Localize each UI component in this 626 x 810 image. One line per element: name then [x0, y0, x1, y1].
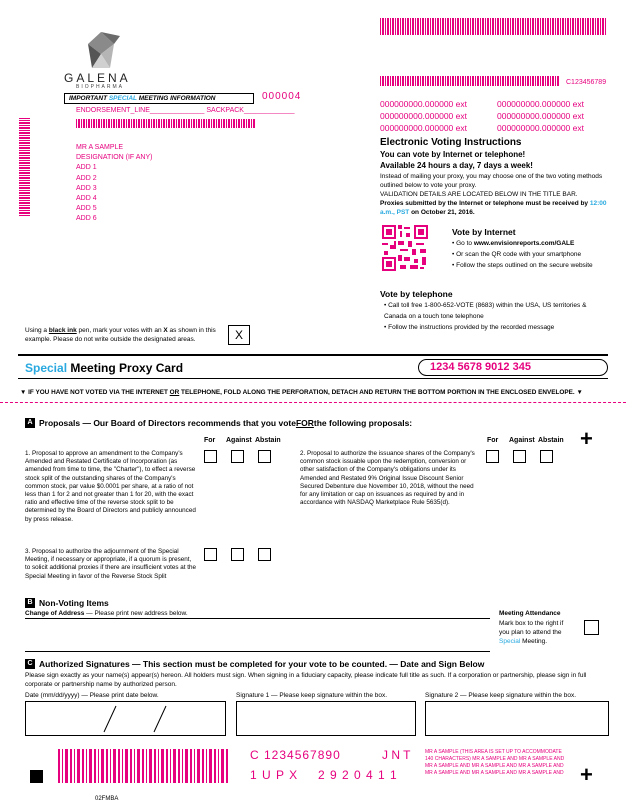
phone-item: • Call toll free 1-800-652-VOTE (8683) within the USA, US territories & Canada on a touch tone telephone [384, 302, 587, 320]
title-rule-top [18, 354, 608, 356]
mark-instruction: Using a black ink pen, mark your votes with an X as shown in this example. Please do not write outside the designated areas. [25, 327, 216, 343]
sample-mark-box: X [228, 325, 250, 345]
voting-title: Electronic Voting Instructions [380, 137, 522, 148]
date-field[interactable] [25, 701, 226, 736]
section-a-header: A Proposals — Our Board of Directors recommends that you vote FOR the following proposals: [25, 418, 412, 428]
phone-section [380, 288, 610, 333]
section-c-header: C Authorized Signatures — This section must be completed for your vote to be counted. — Date and Sign Below [25, 659, 484, 669]
address-line: ADD 5 [76, 205, 97, 213]
barcode-id: C123456789 [566, 79, 607, 86]
col-for: For [204, 437, 216, 444]
section-b-header: B Non-Voting Items [25, 598, 109, 608]
account-lines-left [380, 98, 467, 134]
address-line: MR A SAMPLE [76, 144, 124, 151]
account-line: 000000000.000000 ext [380, 111, 467, 121]
control-number: 000004 [262, 91, 302, 102]
proposal-1-against-checkbox[interactable] [231, 450, 244, 463]
voting-sub2: Available 24 hours a day, 7 days a week! [380, 161, 533, 170]
footer-code-2: J N T [382, 748, 411, 762]
date-label: Date (mm/dd/yyyy) — Please print date below. [25, 692, 159, 699]
phone-item: • Follow the instructions provided by the recorded message [384, 324, 555, 331]
proposal-3: 3. Proposal to authorize the adjournment of the Special Meeting, if necessary or appropriate, if a quorum is present, to solicit additional proxies if there are insufficient votes at the Special Meeting in favor of the Reverse Stock Split [25, 548, 197, 580]
voting-instructions [380, 136, 608, 217]
proposal-2-abstain-checkbox[interactable] [540, 450, 553, 463]
address-line: ADD 2 [76, 174, 97, 182]
form-code: 02FMBA [95, 796, 119, 802]
perforation-line[interactable] [0, 402, 626, 403]
plus-icon: + [580, 762, 593, 787]
internet-item: • Go to www.envisionreports.com/GALE [452, 240, 575, 247]
top-barcode [380, 18, 607, 35]
important-pre: IMPORTANT [69, 95, 109, 102]
account-line: 000000000.000000 ext [497, 123, 584, 133]
proposal-1-abstain-checkbox[interactable] [258, 450, 271, 463]
sig1-label: Signature 1 — Please keep signature within the box. [236, 692, 388, 699]
qr-code-icon[interactable] [382, 225, 428, 271]
attendance-checkbox[interactable] [584, 620, 599, 635]
important-special: SPECIAL [108, 95, 137, 102]
col-against: Against [226, 437, 252, 444]
important-post: MEETING INFORMATION [136, 95, 216, 102]
fold-notice: ▼ IF YOU HAVE NOT VOTED VIA THE INTERNET OR TELEPHONE, FOLD ALONG THE PERFORATION, DETACH AND RETURN THE BOTTOM PORTION IN THE ENCLOSED ENVELOPE. ▼ [20, 389, 583, 396]
voting-sub1: You can vote by Internet or telephone! [380, 150, 526, 159]
account-line: 000000000.000000 ext [497, 111, 584, 121]
col-for: For [487, 437, 499, 444]
down-arrow-icon: ▼ [576, 389, 583, 396]
signature-1-field[interactable] [236, 701, 416, 736]
logo-sub: BIOPHARMA [76, 84, 125, 90]
address-line: ADD 3 [76, 184, 97, 192]
internet-item: • Follow the steps outlined on the secure website [452, 262, 593, 269]
account-line: 000000000.000000 ext [380, 123, 467, 133]
proposal-3-for-checkbox[interactable] [204, 548, 217, 561]
col-abstain: Abstain [255, 437, 281, 444]
endorsement-line: ENDORSEMENT_LINE______________ SACKPACK_____________ [76, 107, 295, 114]
side-barcode [19, 118, 30, 216]
proposal-2-against-checkbox[interactable] [513, 450, 526, 463]
website-link[interactable]: www.envisionreports.com/GALE [473, 240, 575, 247]
registration-mark [30, 770, 43, 783]
address-line: ADD 4 [76, 195, 97, 203]
signature-2-field[interactable] [425, 701, 609, 736]
attendance-text: Mark box to the right if you plan to attend the Special Meeting. [499, 620, 564, 645]
voting-p3: Proxies submitted by the Internet or telephone must be received by 12:00 a.m., PST on October 21, 2016. [380, 200, 607, 216]
internet-section [452, 226, 612, 271]
proposal-2: 2. Proposal to authorize the issuance shares of the Company's common stock issuable upon the redemption, conversion or other satisfaction of the Company's obligations under its Amended and Restated 9% Original Issue Discount Senior Secured Debenture due November 10, 2018, without the need for any limitation or cap on issuances as required by and in accordance with NASDAQ Marketplace Rule 5635(d). [300, 450, 475, 507]
account-lines-right [497, 98, 584, 134]
plus-icon: + [580, 426, 593, 451]
proposal-3-against-checkbox[interactable] [231, 548, 244, 561]
phone-title: Vote by telephone [380, 289, 453, 299]
footer-barcode [58, 749, 230, 783]
attendance-title: Meeting Attendance [499, 610, 561, 617]
account-line: 000000000.000000 ext [380, 99, 467, 109]
important-info-box [64, 93, 254, 104]
col-abstain: Abstain [538, 437, 564, 444]
card-title: Special Meeting Proxy Card [25, 361, 184, 375]
proposal-1-for-checkbox[interactable] [204, 450, 217, 463]
address-line: ADD 6 [76, 215, 97, 223]
change-address-label: Change of Address — Please print new address below. [25, 610, 188, 617]
title-rule-bottom [18, 378, 608, 379]
signature-instructions: Please sign exactly as your name(s) appear(s) hereon. All holders must sign. When signing in a fiduciary capacity, please indicate full title as such. If a corporation or partnership, please sign in full corporate or partnership name by authorized person. [25, 672, 587, 688]
postal-barcode [76, 119, 256, 128]
proposal-2-for-checkbox[interactable] [486, 450, 499, 463]
address-block [76, 143, 153, 225]
internet-title: Vote by Internet [452, 227, 516, 237]
col-against: Against [509, 437, 535, 444]
sample-name-block: MR A SAMPLE (THIS AREA IS SET UP TO ACCOMMODATE 140 CHARACTERS) MR A SAMPLE AND MR A SAMPLE AND MR A SAMPLE AND MR A SAMPLE AND MR A SAMPLE AND MR A SAMPLE AND MR A SAMPLE AND MR A SAMPLE AND [425, 749, 565, 776]
card-number: 1234 5678 9012 345 [430, 361, 531, 373]
galena-logo [78, 30, 124, 74]
footer-code-4: 2 9 2 0 4 1 1 [318, 768, 398, 782]
account-line: 000000000.000000 ext [497, 99, 584, 109]
change-address-field[interactable] [25, 618, 490, 652]
voting-p2: VALIDATION DETAILS ARE LOCATED BELOW IN THE TITLE BAR. [380, 191, 578, 198]
sig2-label: Signature 2 — Please keep signature within the box. [425, 692, 577, 699]
internet-item: • Or scan the QR code with your smartphone [452, 251, 582, 258]
address-line: DESIGNATION (IF ANY) [76, 154, 153, 162]
footer-code-1: C 1234567890 [250, 748, 341, 762]
voting-p1: Instead of mailing your proxy, you may choose one of the two voting methods outlined below to vote your proxy. [380, 173, 603, 189]
account-barcode [380, 76, 560, 86]
address-line: ADD 1 [76, 164, 97, 172]
proposal-3-abstain-checkbox[interactable] [258, 548, 271, 561]
proposal-1: 1. Proposal to approve an amendment to the Company's Amended and Restated Certificate of Incorporation (as amended from time to time, the "Charter"), to effect a reverse stock split of the outstanding shares of the Company's common stock, par value $0.0001 per share, at a ratio of not less than 1 for 2 and not greater than 1 for 20, with the exact ratio and effective time of the reverse stock split to be determined by the Board of Directors and publicly announced by press release. [25, 450, 196, 523]
galena-logo-icon [78, 30, 124, 74]
footer-code-3: 1 U P X [250, 768, 299, 782]
down-arrow-icon: ▼ [20, 389, 27, 396]
logo-name: GALENA [64, 71, 131, 85]
date-separators [26, 702, 224, 734]
